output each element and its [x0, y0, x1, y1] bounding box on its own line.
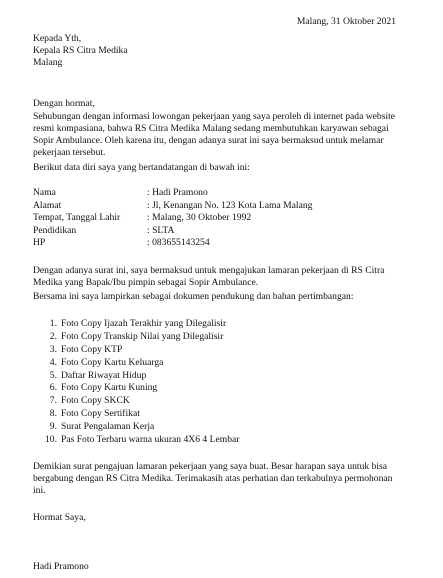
paragraph-line: Sehubungan dengan informasi lowongan pekerjaan yang saya peroleh di internet pada website: [33, 111, 396, 122]
info-value: : Jl, Kenangan No. 123 Kota Lama Malang: [147, 199, 313, 211]
info-label: Nama: [33, 187, 56, 198]
personal-info-table: [33, 187, 312, 250]
attachment-intro: Bersama ini saya lampirkan sebagai dokumen pendukung dan bahan pertimbangan:: [33, 291, 354, 302]
info-row: [33, 187, 312, 200]
list-item: 10. Pas Foto Terbaru warna ukuran 4X6 4 Lembar: [45, 434, 240, 446]
list-item: 2. Foto Copy Transkip Nilai yang Dilegalisir: [49, 330, 224, 342]
paragraph-line: Medika yang Bapak/Ibu pimpin sebagai Sopir Ambulance.: [33, 277, 259, 288]
purpose-paragraph: [33, 265, 411, 289]
paragraph-line: Demikian surat pengajuan lamaran pekerjaan yang saya buat. Besar harapan saya untuk bisa: [33, 461, 388, 472]
regards: Hormat Saya,: [33, 512, 86, 523]
list-item: 5. Daftar Riwayat Hidup: [49, 369, 147, 381]
closing-paragraph: [33, 461, 411, 497]
info-row: [33, 200, 312, 213]
info-value: : 083655143254: [147, 237, 210, 248]
info-intro: Berikut data diri saya yang bertandatangan di bawah ini:: [33, 162, 250, 173]
list-item: 4. Foto Copy Kartu Keluarga: [49, 356, 164, 368]
salutation: Dengan hormat,: [33, 98, 95, 109]
info-row: [33, 212, 312, 225]
info-value: : Hadi Pramono: [147, 187, 208, 198]
info-value: : SLTA: [147, 224, 175, 236]
info-label: Tempat, Tanggal Lahir: [33, 212, 121, 223]
paragraph-line: Dengan adanya surat ini, saya bermaksud untuk mengajukan lamaran pekerjaan di RS Citra: [33, 265, 385, 276]
info-label: HP: [33, 237, 46, 248]
info-value: : Malang, 30 Oktober 1992: [147, 212, 252, 223]
info-row: [33, 225, 312, 238]
list-item: 3. Foto Copy KTP: [49, 343, 123, 355]
paragraph-line: resmi kompasiana, bahwa RS Citra Medika Malang sedang membutuhkan karyawan sebagai: [33, 123, 389, 134]
recipient-block: [33, 33, 128, 69]
list-item: 7. Foto Copy SKCK: [49, 395, 130, 407]
list-item: 1. Foto Copy Ijazah Terakhir yang Dilegalisir: [49, 318, 227, 329]
list-item: 8. Foto Copy Sertifikat: [49, 408, 140, 420]
recipient-line: Kepada Yth,: [33, 33, 82, 44]
info-label: Alamat: [33, 199, 62, 211]
letter-date: Malang, 31 Oktober 2021: [296, 16, 396, 27]
paragraph-line: ini.: [33, 485, 46, 496]
list-item: 6. Foto Copy Kartu Kuning: [49, 382, 158, 394]
paragraph-line: pekerjaan tersebut.: [33, 147, 106, 158]
recipient-line: Kepala RS Citra Medika: [33, 45, 128, 56]
intro-paragraph: [33, 111, 411, 159]
recipient-line: Malang: [33, 57, 63, 68]
signature-name: Hadi Pramono: [33, 561, 89, 572]
info-row: [33, 237, 312, 250]
info-label: Pendidikan: [33, 224, 77, 236]
paragraph-line: Sopir Ambulance. Oleh karena itu, dengan adanya surat ini saya bermaksud untuk melamar: [33, 135, 384, 146]
list-item: 9. Surat Pengalaman Kerja: [49, 421, 155, 433]
attachment-list: [33, 318, 239, 447]
paragraph-line: bergabung dengan RS Citra Medika. Terimakasih atas perhatian dan terkabulnya permohonan: [33, 473, 393, 484]
